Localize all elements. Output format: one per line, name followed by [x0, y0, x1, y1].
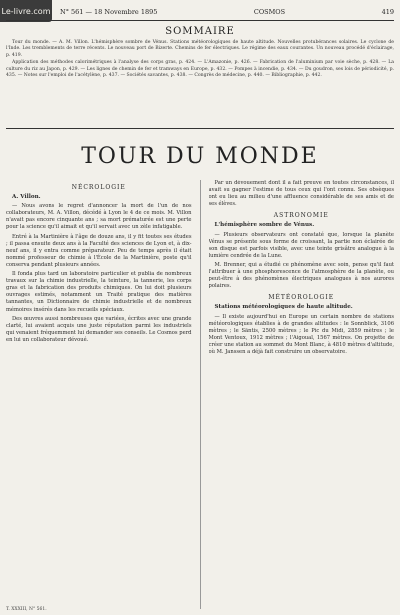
header-rule — [6, 20, 394, 21]
paragraph: Des œuvres aussi nombreuses que variées, écrites avec une grande clarté, lui avaient acquis une juste réputation parmi les industriels qui venaient fréquemment lui demander ses conseils. Le Cosmos perd en lui un collaborateur dévoué. — [6, 315, 192, 343]
paragraph: — Il existe aujourd'hui en Europe un certain nombre de stations météorologiques établies à de grandes altitudes : le Sonnblick, 3106 mètres ; le Säntis, 2500 mètres ; le Pic du Midi, 2859 mètres ; le Mont Ventoux, 1912 mètres ; l'Aigoual, 1567 mètres. On projette de créer une station au sommet du Mont Blanc, à 4810 mètres d'altitude, où M. Janssen a déjà fait construire un observatoire. — [208, 313, 394, 355]
section-heading: ASTRONOMIE — [273, 212, 329, 220]
subheading: Stations météorologiques de haute altitude. — [214, 304, 353, 311]
subheading: A. Villon. — [12, 194, 41, 201]
source-badge[interactable]: Le-livre.com — [0, 0, 52, 22]
sommaire-title: SOMMAIRE — [165, 26, 235, 37]
running-header — [6, 6, 394, 18]
section-heading: MÉTÉOROLOGIE — [268, 294, 335, 302]
paragraph: Entré à la Martinière à l'âge de douze ans, il y fit toutes ses études ; il passa ensuite deux ans à la Faculté des sciences de Lyon et, à dix-neuf ans, il y entra comme préparateur. Peu de temps après il était nommé professeur de chimie à l'École de la Martinière, poste qu'il conserva pendant plusieurs années. — [6, 233, 192, 268]
right-column — [209, 180, 395, 609]
section-heading: NÉCROLOGIE — [71, 184, 126, 191]
sommaire-paragraph: Application des méthodes calorimétriques à l'analyse des corps gras, p. 424. — L'Amazonie, p. 426. — Fabrication de l'aluminium par voie sèche, p. 428. — La culture du riz au Japon, p. 429. — Les lignes de chemin de fer et tramways en Europe, p. 432. — Pompes à incendie, p. 434. — Du goudron, ses lois de périodicité, p. 435. — Notes sur l'emploi de l'acétylène, p. 437. — Sociétés savantes, p. 438. — Congrès de médecine, p. 440. — Bibliographie, p. 442. — [6, 60, 394, 79]
article-columns — [6, 180, 394, 609]
left-column — [6, 180, 192, 609]
paragraph: M. Brenner, qui a étudié ce phénomène avec soin, pense qu'il faut l'attribuer à une phosphorescence de l'atmosphère de la planète, ou peut-être à des phénomènes électriques analogues à nos aurores polaires. — [208, 261, 394, 290]
paragraph: — Nous avons le regret d'annoncer la mort de l'un de nos collaborateurs, M. A. Villon, décédé à Lyon le 4 de ce mois. M. Villon n'avait pas encore cinquante ans ; sa mort prématurée est une perte pour la science qu'il aimait et qu'il servait avec un zèle infatigable. — [6, 203, 192, 231]
page-number: 419 — [381, 8, 394, 16]
tour-du-monde-title: TOUR DU MONDE — [81, 144, 319, 169]
sommaire-body — [6, 40, 394, 80]
sommaire-paragraph: Tour du monde. — A. M. Villon. L'hémisphère sombre de Vénus. Stations météorologiques de haute altitude. Nouvelles protubérances solaires. Le cyclone de l'Inde. Les tremblements de terre récents. Le nouveau port de Bizerte. Chemins de fer électriques. Le régime des eaux courantes. Un nouveau procédé d'éclairage, p. 419. — [6, 40, 394, 58]
column-divider — [200, 180, 201, 609]
page-footer: T. XXXIII, N° 561. — [6, 607, 47, 612]
issue-date: N° 561 — 18 Novembre 1895 — [60, 8, 158, 16]
paragraph: Il fonda plus tard un laboratoire particulier et publia de nombreux travaux sur la chimie industrielle, la teinture, la tannerie, les corps gras et la fabrication des produits chimiques. On lui doit plusieurs ouvrages estimés, notamment un Traité pratique des matières tannantes, un Dictionnaire de chimie industrielle et de nombreux mémoires insérés dans les recueils spéciaux. — [6, 271, 192, 313]
paragraph: Par un dévouement dont il a fait preuve en toutes circonstances, il avait su gagner l'estime de tous ceux qui l'ont connu. Ses obsèques ont eu lieu au milieu d'une affluence considérable de ses amis et de ses élèves. — [208, 180, 394, 208]
journal-name: COSMOS — [253, 8, 286, 16]
paragraph: — Plusieurs observateurs ont constaté que, lorsque la planète Vénus se présente sous forme de croissant, la partie non éclairée de son disque est parfois visible, avec une teinte grisâtre analogue à la lumière cendrée de la Lune. — [208, 231, 394, 259]
sommaire-rule — [6, 128, 394, 129]
subheading: L'hémisphère sombre de Vénus. — [214, 222, 315, 229]
